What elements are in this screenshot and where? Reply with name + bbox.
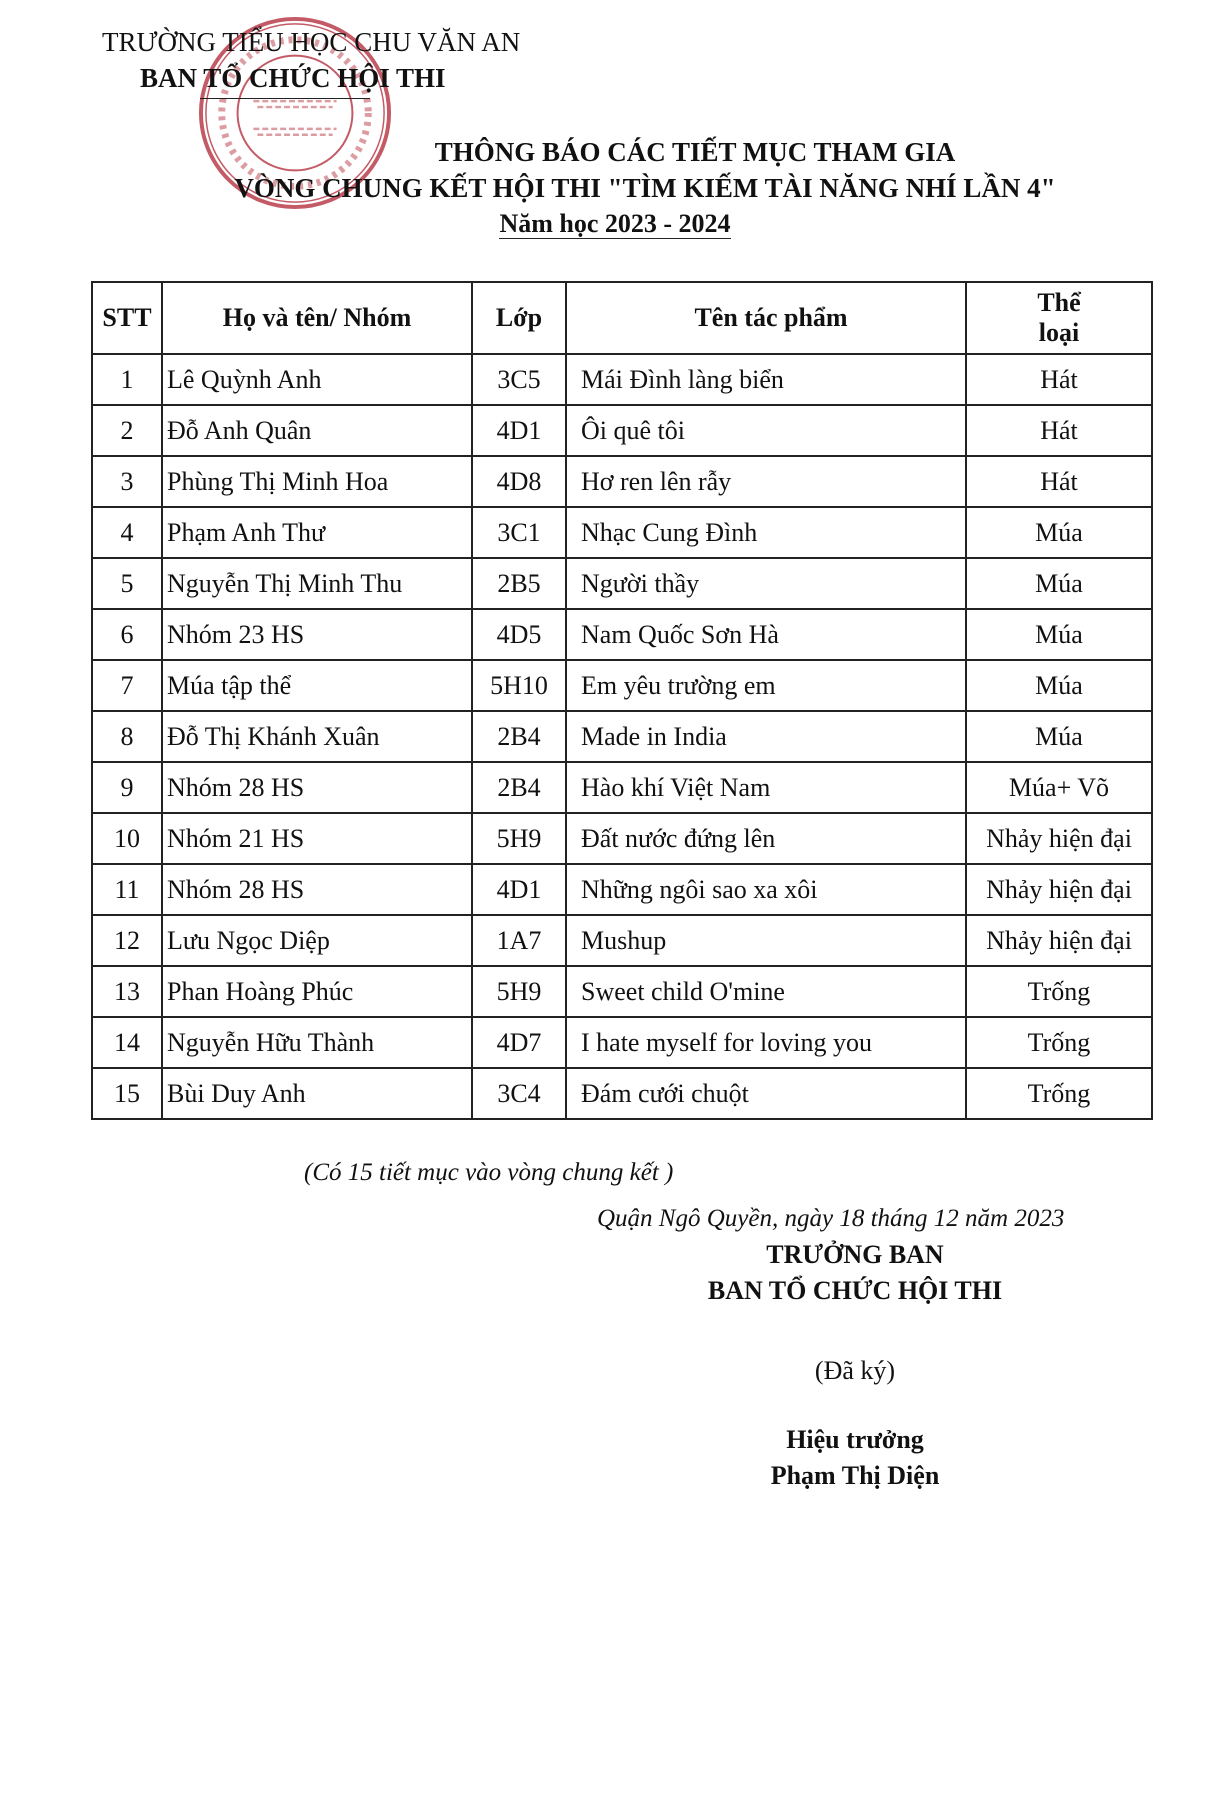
table-row (92, 507, 1152, 558)
cell-type: Nhảy hiện đại (966, 813, 1152, 864)
school-name: TRƯỜNG TIỂU HỌC CHU VĂN AN (102, 27, 521, 57)
cell-work: Nam Quốc Sơn Hà (566, 609, 966, 660)
cell-name: Đỗ Anh Quân (162, 405, 472, 456)
cell-type: Trống (966, 966, 1152, 1017)
cell-class: 3C4 (472, 1068, 566, 1119)
cell-type: Múa (966, 558, 1152, 609)
table-row (92, 813, 1152, 864)
cell-name: Lưu Ngọc Diệp (162, 915, 472, 966)
table-row (92, 558, 1152, 609)
cell-stt: 8 (92, 711, 162, 762)
cell-name: Nhóm 21 HS (162, 813, 472, 864)
table-header-row (92, 282, 1152, 354)
school-year (0, 208, 1230, 240)
cell-stt: 12 (92, 915, 162, 966)
organizer-name: BAN TỔ CHỨC HỘI THI (140, 63, 446, 93)
cell-stt: 9 (92, 762, 162, 813)
cell-stt: 10 (92, 813, 162, 864)
signer-role: TRƯỞNG BAN (766, 1240, 944, 1269)
cell-type: Múa (966, 609, 1152, 660)
cell-class: 3C1 (472, 507, 566, 558)
cell-stt: 14 (92, 1017, 162, 1068)
cell-name: Nhóm 28 HS (162, 762, 472, 813)
cell-work: Mushup (566, 915, 966, 966)
school-year-text: Năm học 2023 - 2024 (499, 209, 731, 238)
header-class: Lớp (472, 282, 566, 354)
cell-class: 5H9 (472, 813, 566, 864)
cell-stt: 5 (92, 558, 162, 609)
table-row (92, 456, 1152, 507)
cell-type: Trống (966, 1068, 1152, 1119)
cell-work: Mái Đình làng biển (566, 354, 966, 405)
cell-stt: 4 (92, 507, 162, 558)
cell-work: Hơ ren lên rẫy (566, 456, 966, 507)
table-row (92, 660, 1152, 711)
cell-name: Nhóm 28 HS (162, 864, 472, 915)
signed-mark: (Đã ký) (814, 1356, 896, 1385)
place-date: Quận Ngô Quyền, ngày 18 tháng 12 năm 2023 (597, 1205, 1065, 1232)
cell-type: Nhảy hiện đại (966, 915, 1152, 966)
cell-class: 4D8 (472, 456, 566, 507)
table-row (92, 405, 1152, 456)
cell-work: Sweet child O'mine (566, 966, 966, 1017)
cell-name: Đỗ Thị Khánh Xuân (162, 711, 472, 762)
cell-work: Người thầy (566, 558, 966, 609)
cell-stt: 2 (92, 405, 162, 456)
table-row (92, 915, 1152, 966)
table-row (92, 864, 1152, 915)
header-type-line2: loại (1038, 318, 1080, 347)
cell-work: Made in India (566, 711, 966, 762)
entries-note: (Có 15 tiết mục vào vòng chung kết ) (304, 1159, 674, 1186)
cell-name: Phạm Anh Thư (162, 507, 472, 558)
cell-class: 5H9 (472, 966, 566, 1017)
cell-type: Hát (966, 405, 1152, 456)
cell-name: Nguyễn Hữu Thành (162, 1017, 472, 1068)
cell-class: 5H10 (472, 660, 566, 711)
cell-name: Phan Hoàng Phúc (162, 966, 472, 1017)
cell-type: Hát (966, 354, 1152, 405)
cell-stt: 15 (92, 1068, 162, 1119)
header-name: Họ và tên/ Nhóm (162, 282, 472, 354)
cell-name: Bùi Duy Anh (162, 1068, 472, 1119)
cell-type: Hát (966, 456, 1152, 507)
cell-type: Múa+ Võ (966, 762, 1152, 813)
cell-type: Múa (966, 507, 1152, 558)
cell-name: Lê Quỳnh Anh (162, 354, 472, 405)
cell-class: 1A7 (472, 915, 566, 966)
signer-org: BAN TỔ CHỨC HỘI THI (707, 1276, 1003, 1305)
doc-title-line2: VÒNG CHUNG KẾT HỘI THI "TÌM KIẾM TÀI NĂNG NHÍ LẦN 4" (234, 173, 1056, 203)
table-row (92, 1017, 1152, 1068)
cell-work: Ôi quê tôi (566, 405, 966, 456)
cell-stt: 3 (92, 456, 162, 507)
cell-work: Đám cưới chuột (566, 1068, 966, 1119)
organizer-underline (200, 98, 370, 99)
table-row (92, 609, 1152, 660)
participants-table (91, 281, 1153, 1120)
cell-work: Em yêu trường em (566, 660, 966, 711)
cell-work: I hate myself for loving you (566, 1017, 966, 1068)
cell-type: Nhảy hiện đại (966, 864, 1152, 915)
cell-work: Những ngôi sao xa xôi (566, 864, 966, 915)
cell-work: Hào khí Việt Nam (566, 762, 966, 813)
header-stt: STT (92, 282, 162, 354)
header-type (966, 282, 1152, 354)
table-row (92, 354, 1152, 405)
cell-class: 3C5 (472, 354, 566, 405)
cell-class: 2B4 (472, 711, 566, 762)
cell-stt: 7 (92, 660, 162, 711)
signer-position: Hiệu trưởng (786, 1425, 924, 1454)
table-row (92, 1068, 1152, 1119)
header-type-line1: Thể (1037, 288, 1081, 317)
cell-name: Phùng Thị Minh Hoa (162, 456, 472, 507)
cell-type: Múa (966, 660, 1152, 711)
cell-class: 4D1 (472, 405, 566, 456)
header-work: Tên tác phẩm (566, 282, 966, 354)
cell-class: 4D5 (472, 609, 566, 660)
cell-stt: 1 (92, 354, 162, 405)
table-row (92, 966, 1152, 1017)
table-row (92, 711, 1152, 762)
cell-work: Nhạc Cung Đình (566, 507, 966, 558)
signer-name: Phạm Thị Diện (770, 1461, 940, 1490)
doc-title-line1: THÔNG BÁO CÁC TIẾT MỤC THAM GIA (434, 137, 956, 167)
cell-type: Múa (966, 711, 1152, 762)
cell-class: 4D1 (472, 864, 566, 915)
table-row (92, 762, 1152, 813)
cell-class: 2B4 (472, 762, 566, 813)
cell-name: Nhóm 23 HS (162, 609, 472, 660)
cell-stt: 13 (92, 966, 162, 1017)
cell-work: Đất nước đứng lên (566, 813, 966, 864)
cell-stt: 11 (92, 864, 162, 915)
cell-stt: 6 (92, 609, 162, 660)
cell-name: Nguyễn Thị Minh Thu (162, 558, 472, 609)
cell-class: 2B5 (472, 558, 566, 609)
cell-name: Múa tập thể (162, 660, 472, 711)
cell-type: Trống (966, 1017, 1152, 1068)
cell-class: 4D7 (472, 1017, 566, 1068)
